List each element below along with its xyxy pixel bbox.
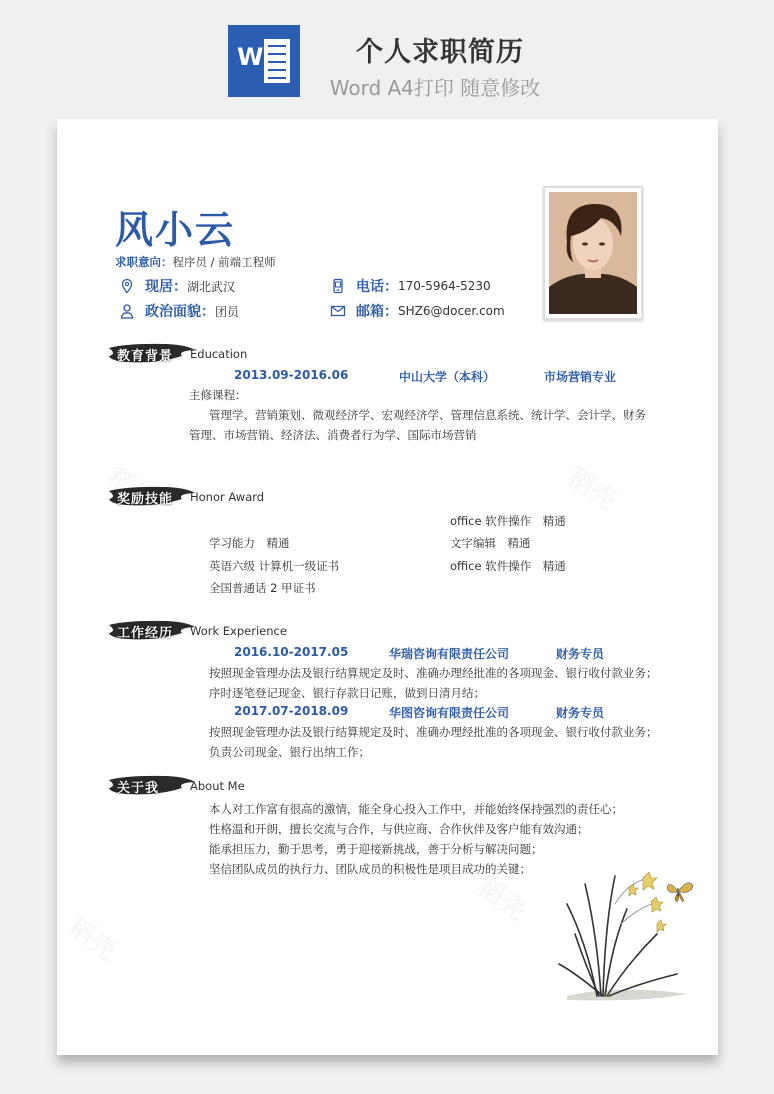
butterfly-icon — [667, 883, 693, 902]
section-about-header: 关于我 About Me — [107, 774, 407, 798]
phone-row: 电话： 170-5964-5230 — [330, 276, 491, 296]
job-duty: 按照现金管理办法及银行结算规定及时、准确办理经批准的各项现金、银行收付款业务； — [209, 666, 658, 680]
skill-item: office 软件操作 精通 — [450, 559, 566, 573]
watermark — [61, 907, 125, 967]
section-skills-header: 奖励技能 Honor Award — [107, 485, 407, 509]
email-row: 邮箱： SHZ6@docer.com — [330, 301, 505, 321]
edu-school: 中山大学（本科） — [399, 370, 496, 384]
skill-item: 学习能力 精通 — [209, 536, 290, 550]
about-line: 能承担压力，勤于思考，勇于迎接新挑战，善于分析与解决问题； — [209, 842, 543, 856]
residence-row: 现居： 湖北武汉 — [119, 276, 235, 296]
about-line: 性格温和开朗，擅长交流与合作，与供应商、合作伙伴及客户能有效沟通； — [209, 822, 589, 836]
banner-subtitle: Word A4打印 随意修改 — [329, 76, 541, 100]
location-pin-icon — [119, 278, 135, 294]
watermark — [561, 457, 625, 517]
about-line: 本人对工作富有很高的激情，能全身心投入工作中，并能始终保持强烈的责任心； — [209, 802, 623, 816]
courses-line: 管理学、营销策划、微观经济学、宏观经济学、管理信息系统、统计学、会计学、财务 — [209, 408, 646, 422]
skill-item: 文字编辑 精通 — [450, 536, 531, 550]
job-duty: 按照现金管理办法及银行结算规定及时、准确办理经批准的各项现金、银行收付款业务； — [209, 725, 658, 739]
courses-label: 主修课程： — [189, 388, 247, 402]
edu-period: 2013.09-2016.06 — [234, 368, 349, 382]
about-line: 坚信团队成员的执行力、团队成员的积极性是项目成功的关键； — [209, 862, 531, 876]
job-period: 2016.10-2017.05 — [234, 645, 349, 659]
banner-title: 个人求职简历 — [356, 37, 524, 68]
job-duty: 负责公司现金、银行出纳工作； — [209, 745, 370, 759]
mail-icon — [330, 303, 346, 319]
job-period: 2017.07-2018.09 — [234, 704, 349, 718]
job-intent: 求职意向：程序员 / 前端工程师 — [115, 255, 276, 269]
skill-item: 英语六级 计算机一级证书 — [209, 559, 340, 573]
political-row: 政治面貌： 团员 — [119, 301, 239, 321]
phone-icon — [330, 278, 346, 294]
orchid-illustration — [557, 864, 702, 1004]
skill-item: office 软件操作 精通 — [450, 514, 566, 528]
job-duty: 序时逐笔登记现金、银行存款日记账，做到日清月结； — [209, 686, 485, 700]
job-position: 财务专员 — [556, 647, 605, 661]
banner — [0, 0, 774, 110]
resume-page — [57, 119, 718, 1055]
person-icon — [119, 303, 135, 319]
courses-line: 管理、市场营销、经济法、消费者行为学、国际市场营销 — [189, 428, 477, 442]
word-logo-icon: W — [228, 25, 300, 97]
section-education-header: 教育背景 Education — [107, 342, 407, 366]
job-position: 财务专员 — [556, 706, 605, 720]
job-company: 华瑞咨询有限责任公司 — [389, 647, 510, 661]
candidate-name: 风小云 — [115, 208, 236, 252]
skill-item: 全国普通话 2 甲证书 — [209, 581, 316, 595]
profile-photo — [543, 186, 643, 320]
job-company: 华图咨询有限责任公司 — [389, 706, 510, 720]
edu-major: 市场营销专业 — [544, 370, 617, 384]
section-work-header: 工作经历 Work Experience — [107, 619, 407, 643]
